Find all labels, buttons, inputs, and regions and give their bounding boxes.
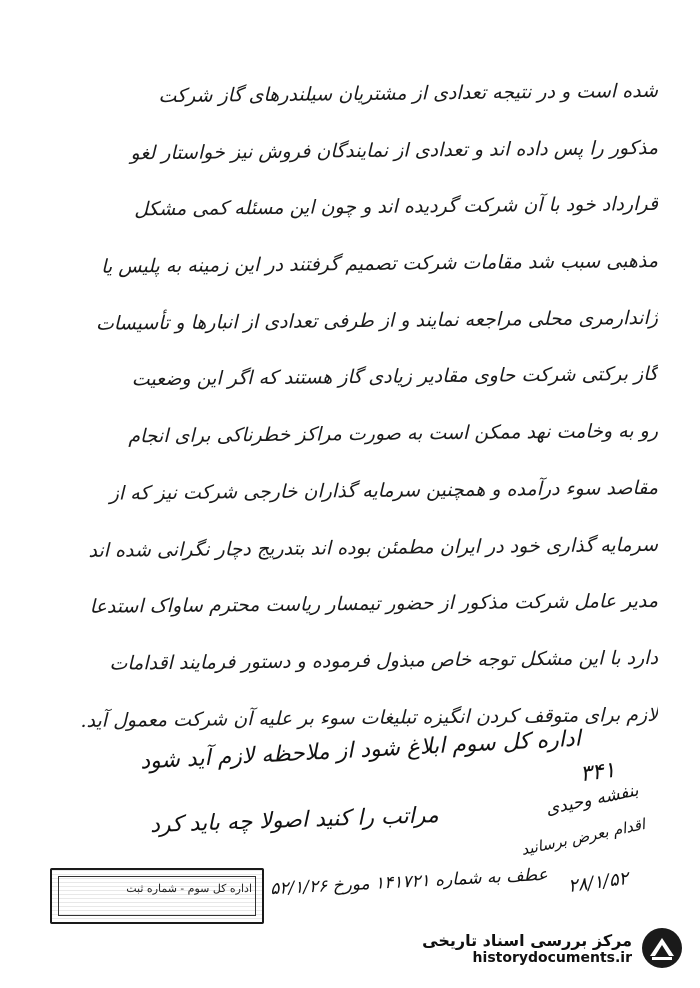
reference-note: عطف به شماره ۱۴۱۷۲۱ مورخ ۵۲/۱/۲۶ xyxy=(269,864,549,900)
margin-note-b: اقدام بعرض برسانید xyxy=(519,815,647,859)
text-line-6: گاز برکتی شرکت حاوی مقادیر زیادی گاز هستند که اگر این وضعیت xyxy=(131,363,659,391)
archive-logo-icon xyxy=(640,926,684,970)
text-line-10: مدیر عامل شرکت مذکور از حضور تیمسار ریاست محترم ساواک استدعا xyxy=(89,590,659,618)
text-line-12: لازم برای متوقف کردن انگیزه تبلیغات سوء بر علیه آن شرکت معمول آید. xyxy=(80,703,659,732)
margin-note-a: بنفشه وحیدی xyxy=(543,780,641,820)
margin-number: ۳۴۱ xyxy=(578,757,618,788)
text-line-11: دارد با این مشکل توجه خاص مبذول فرموده و دستور فرمایند اقدامات xyxy=(109,646,659,675)
text-line-2: مذکور را پس داده اند و تعدادی از نمایندگان فروش نیز خواستار لغو xyxy=(130,136,659,165)
text-line-9: سرمایه گذاری خود در ایران مطمئن بوده اند بتدریج دچار نگرانی شده اند xyxy=(88,533,659,562)
text-line-7: رو به وخامت نهد ممکن است به صورت مراکز خطرناکی برای انجام xyxy=(128,419,659,448)
text-line-8: مقاصد سوء درآمده و همچنین سرمایه گذاران خارجی شرکت نیز که از xyxy=(109,476,659,505)
watermark-texts xyxy=(422,931,632,966)
text-line-4: مذهبی سبب شد مقامات شرکت تصمیم گرفتند در این زمینه به پلیس یا xyxy=(100,249,659,278)
stamp-text: اداره کل سوم - شماره ثبت xyxy=(126,882,252,895)
margin-date: ۲۸/۱/۵۲ xyxy=(566,867,630,898)
watermark-title: مرکز بررسی اسناد تاریخی xyxy=(422,930,632,950)
annotation-line-2: مراتب را کنید اصولا چه باید کرد xyxy=(149,802,440,839)
watermark-url: historydocuments.ir xyxy=(472,949,632,966)
text-line-3: قرارداد خود با آن شرکت گردیده اند و چون این مسئله کمی مشکل xyxy=(134,193,659,221)
text-line-5: ژاندارمری محلی مراجعه نمایند و از طرفی تعدادی از انبارها و تأسیسات xyxy=(95,306,659,335)
text-line-1: شده است و در نتیجه تعدادی از مشتریان سیلندرهای گاز شرکت xyxy=(158,79,659,108)
watermark xyxy=(422,926,684,970)
handwritten-body xyxy=(58,66,658,746)
annotation-line-1: اداره کل سوم ابلاغ شود از ملاحظه لازم آید شود xyxy=(139,726,582,775)
registration-stamp xyxy=(50,868,264,924)
